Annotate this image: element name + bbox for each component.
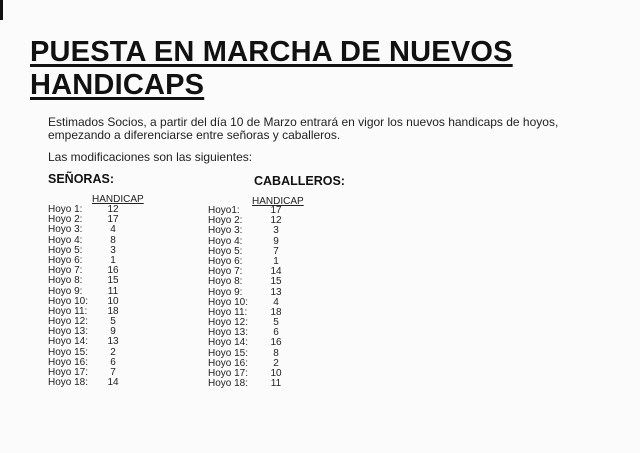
handicap-row [48, 378, 138, 388]
handicap-value: 12 [270, 215, 282, 227]
hole-label: Hoyo1: [208, 205, 240, 216]
hole-label: Hoyo 11: [48, 305, 88, 317]
hole-label: Hoyo 17: [48, 367, 89, 378]
handicap-value: 12 [107, 204, 119, 215]
handicap-value: 5 [110, 316, 116, 328]
handicap-value: 4 [110, 224, 116, 236]
caballeros-heading: CABALLEROS: [254, 174, 345, 188]
hole-label: Hoyo 16: [208, 357, 249, 369]
handicap-value: 4 [273, 296, 279, 308]
hole-label: Hoyo 14: [48, 336, 89, 348]
hole-label: Hoyo 9: [208, 286, 243, 298]
hole-label: Hoyo 16: [48, 356, 89, 368]
hole-label: Hoyo 10: [208, 296, 249, 308]
handicap-value: 10 [107, 295, 119, 307]
hole-label: Hoyo 12: [208, 317, 249, 329]
caballeros-handicap-list [208, 206, 298, 389]
hole-label: Hoyo 7: [208, 266, 243, 278]
hole-label: Hoyo 15: [208, 347, 249, 359]
handicap-value: 9 [110, 326, 116, 338]
handicap-value: 1 [273, 255, 279, 267]
hole-label: Hoyo 4: [208, 235, 243, 247]
hole-label: Hoyo 9: [48, 285, 83, 297]
handicap-value: 6 [110, 356, 116, 368]
handicap-value: 18 [270, 306, 282, 318]
hole-label: Hoyo 4: [48, 234, 83, 246]
senoras-handicap-list [48, 205, 138, 388]
hole-label: Hoyo 12: [48, 316, 89, 328]
handicap-value: 5 [273, 317, 279, 329]
handicap-value: 8 [110, 234, 116, 246]
hole-label: Hoyo 18: [208, 378, 249, 390]
handicap-value: 17 [270, 205, 282, 216]
hole-label: Hoyo 7: [48, 265, 83, 277]
handicap-row [208, 277, 298, 287]
hole-label: Hoyo 6: [48, 254, 83, 266]
handicap-value: 2 [110, 346, 116, 358]
title-line-1: PUESTA EN MARCHA DE NUEVOS [30, 36, 513, 68]
handicap-value: 18 [107, 305, 119, 317]
hole-label: Hoyo 8: [208, 276, 243, 288]
handicap-value: 17 [107, 214, 119, 226]
handicap-row [208, 379, 298, 389]
handicap-value: 6 [273, 327, 279, 339]
handicap-value: 15 [107, 275, 119, 287]
intro-paragraph: Estimados Socios, a partir del día 10 de Marzo entrará en vigor los nuevos handicaps de hoyos, empezando a diferenciarse entre señoras y caballeros. [48, 115, 559, 142]
hole-label: Hoyo 18: [48, 377, 89, 389]
handicap-value: 8 [273, 347, 279, 359]
hole-label: Hoyo 13: [48, 326, 89, 338]
handicap-value: 2 [273, 357, 279, 369]
handicap-value: 3 [110, 244, 116, 256]
hole-label: Hoyo 1: [48, 204, 83, 215]
handicap-value: 13 [107, 336, 119, 348]
hole-label: Hoyo 17: [208, 368, 249, 379]
hole-label: Hoyo 15: [48, 346, 89, 358]
senoras-handicap-header: HANDICAP [92, 194, 144, 205]
handicap-value: 14 [107, 377, 119, 389]
hole-label: Hoyo 6: [208, 255, 243, 267]
handicap-value: 13 [270, 286, 282, 298]
hole-label: Hoyo 5: [208, 245, 243, 257]
handicap-value: 16 [270, 337, 282, 349]
handicap-value: 11 [107, 285, 119, 297]
hole-label: Hoyo 13: [208, 327, 249, 339]
hole-label: Hoyo 2: [208, 215, 243, 227]
document-title [30, 36, 513, 102]
hole-label: Hoyo 3: [48, 224, 83, 236]
senoras-heading: SEÑORAS: [48, 172, 114, 186]
handicap-value: 1 [110, 254, 116, 266]
modifications-intro: Las modificaciones son las siguientes: [48, 150, 253, 164]
handicap-value: 10 [270, 368, 282, 379]
handicap-value: 14 [270, 266, 282, 278]
handicap-value: 7 [273, 245, 279, 257]
hole-label: Hoyo 10: [48, 295, 89, 307]
handicap-value: 9 [273, 235, 279, 247]
hole-label: Hoyo 14: [208, 337, 249, 349]
title-line-2: HANDICAPS [30, 69, 205, 101]
scan-edge-mark [0, 0, 3, 20]
handicap-value: 3 [273, 225, 279, 237]
hole-label: Hoyo 11: [208, 306, 248, 318]
caballeros-handicap-header: HANDICAP [252, 196, 304, 207]
handicap-value: 7 [110, 367, 116, 378]
hole-label: Hoyo 2: [48, 214, 83, 226]
handicap-value: 15 [270, 276, 282, 288]
hole-label: Hoyo 8: [48, 275, 83, 287]
handicap-value: 11 [270, 378, 282, 390]
handicap-value: 16 [107, 265, 119, 277]
hole-label: Hoyo 5: [48, 244, 83, 256]
handicap-row [48, 276, 138, 286]
hole-label: Hoyo 3: [208, 225, 243, 237]
